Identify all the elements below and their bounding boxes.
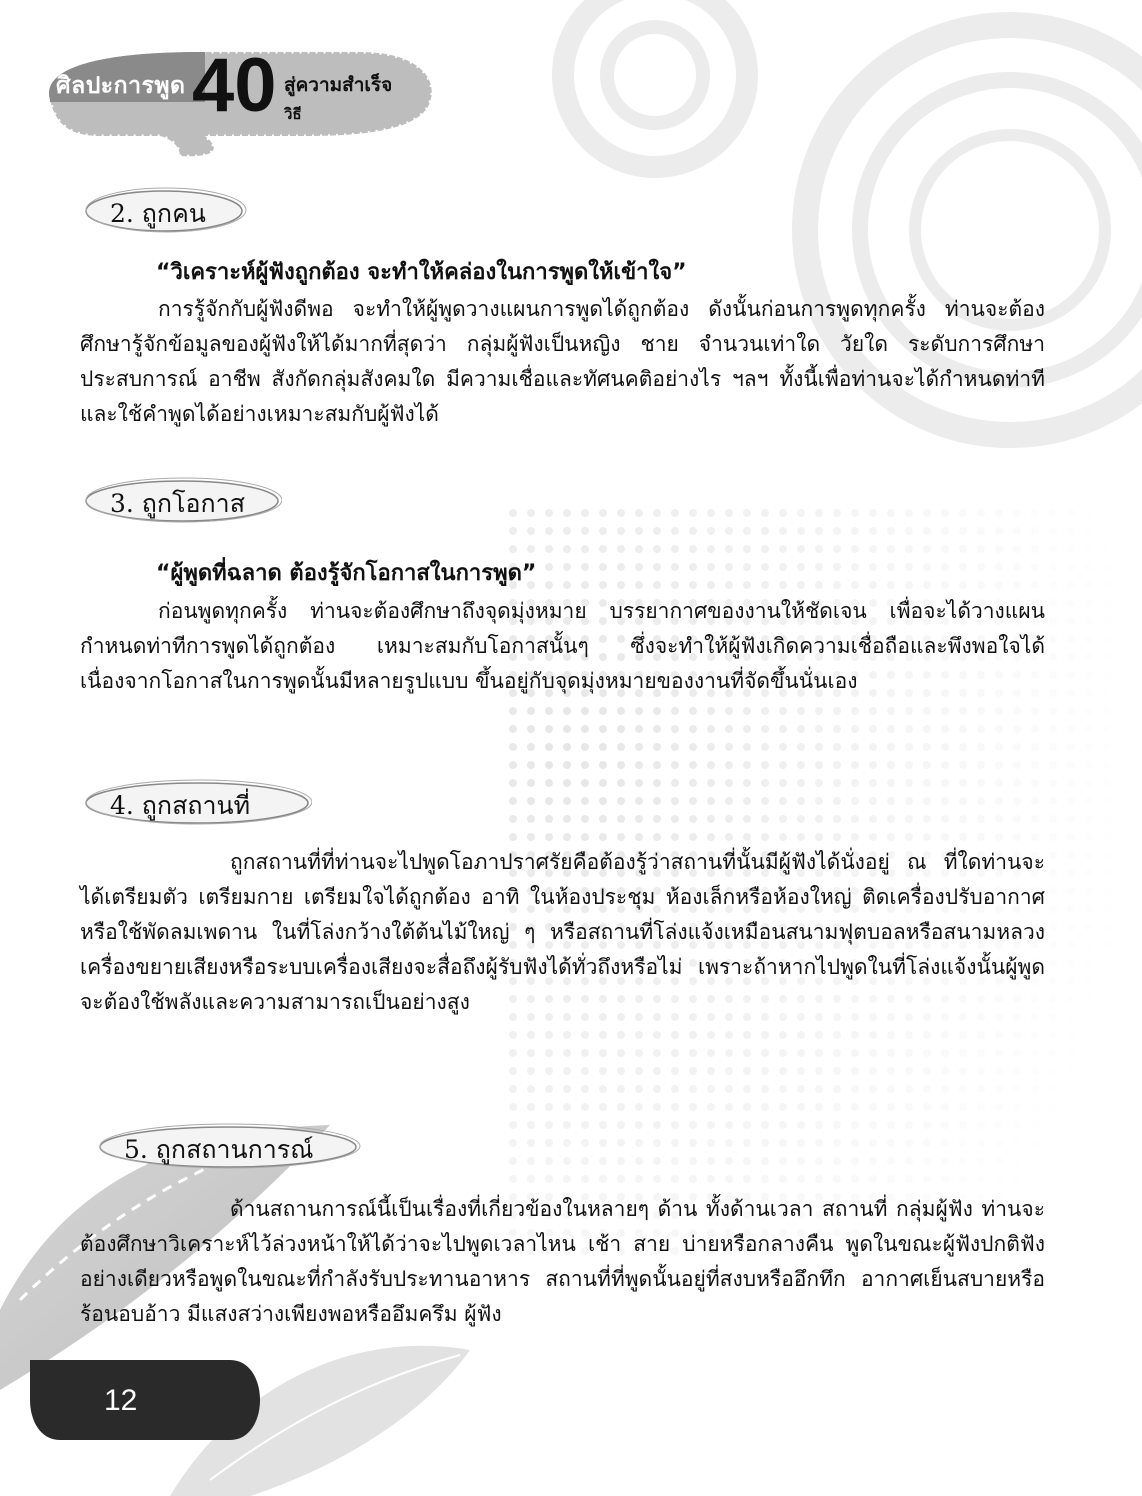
section-heading: 4. ถูกสถานที่ — [110, 791, 251, 820]
section-heading-badge — [96, 1122, 361, 1172]
section-body: ด้านสถานการณ์นี้เป็นเรื่องที่เกี่ยวข้องในหลายๆ ด้าน ทั้งด้านเวลา สถานที่ กลุ่มผู้ฟัง ท่านจะต้องศึกษาวิเคราะห์ไว้ล่วงหน้าให้ได้ว่าจะไปพูดเวลาไหน เช้า สาย บ่ายหรือกลางคืน พูดในขณะผู้ฟังปกติฟังอย่างเดียวหรือพูดในขณะที่กำลังรับประทานอาหาร สถานที่ที่พูดนั้นอยู่ที่สงบหรืออึกทึก อากาศเย็นสบายหรือร้อนอบอ้าว มีแสงสว่างเพียงพอหรืออึมครึม ผู้ฟัง — [80, 1197, 1045, 1326]
section-heading: 3. ถูกโอกาส — [110, 489, 245, 518]
book-header — [30, 40, 440, 160]
header-title-left: ศิลปะการพูด — [56, 73, 186, 99]
header-title-right: สู่ความสำเร็จ — [284, 74, 393, 96]
section-heading-badge — [82, 186, 247, 236]
section-body: ก่อนพูดทุกครั้ง ท่านจะต้องศึกษาถึงจุดมุ่งหมาย บรรยากาศของงานให้ชัดเจน เพื่อจะได้วางแผน กำหนดท่าทีการพูดได้ถูกต้อง เหมาะสมกับโอกาสนั้นๆ ซึ่งจะทำให้ผู้ฟังเกิดความเชื่อถือและพึงพอใจได้ เนื่องจากโอกาสในการพูดนั้นมีหลายรูปแบบ ขึ้นอยู่กับจุดมุ่งหมายของงานที่จัดขึ้นนั่นเอง — [80, 599, 1045, 693]
section-body: การรู้จักกับผู้ฟังดีพอ จะทำให้ผู้พูดวางแผนการพูดได้ถูกต้อง ดังนั้นก่อนการพูดทุกครั้ง ท่านจะต้องศึกษารู้จักข้อมูลของผู้ฟังให้ได้มากที่สุดว่า กลุ่มผู้ฟังเป็นหญิง ชาย จำนวนเท่าใด วัยใด ระดับการศึกษา ประสบการณ์ อาชีพ สังกัดกลุ่มสังคมใด มีความเชื่อและทัศนคติอย่างไร ฯลฯ ทั้งนี้เพื่อท่านจะได้กำหนดท่าทีและใช้คำพูดได้อย่างเหมาะสมกับผู้ฟังได้ — [80, 297, 1045, 426]
section-heading: 5. ถูกสถานการณ์ — [124, 1135, 314, 1164]
section-heading-badge — [82, 778, 312, 828]
page-number: 12 — [104, 1384, 138, 1417]
section-quote: “วิเคราะห์ผู้ฟังถูกต้อง จะทำให้คล่องในการพูดให้เข้าใจ” — [156, 260, 687, 285]
header-subtitle: วิธี — [284, 105, 302, 123]
header-number: 40 — [192, 43, 277, 128]
section-heading-badge — [82, 476, 282, 526]
section-quote: “ผู้พูดที่ฉลาด ต้องรู้จักโอกาสในการพูด” — [156, 561, 537, 586]
page-number-pill — [30, 1360, 260, 1440]
section-body: ถูกสถานที่ที่ท่านจะไปพูดโอภาปราศรัยคือต้องรู้ว่าสถานที่นั้นมีผู้ฟังได้นั่งอยู่ ณ ที่ใดท่านจะได้เตรียมตัว เตรียมกาย เตรียมใจได้ถูกต้อง อาทิ ในห้องประชุม ห้องเล็กหรือห้องใหญ่ ติดเครื่องปรับอากาศหรือใช้พัดลมเพดาน ในที่โล่งกว้างใต้ต้นไม้ใหญ่ ๆ หรือสถานที่โล่งแจ้งเหมือนสนามฟุตบอลหรือสนามหลวง เครื่องขยายเสียงหรือระบบเครื่องเสียงจะสื่อถึงผู้รับฟังได้ทั่วถึงหรือไม่ เพราะถ้าหากไปพูดในที่โล่งแจ้งนั้นผู้พูดจะต้องใช้พลังและความสามารถเป็นอย่างสูง — [80, 850, 1045, 1014]
section-heading: 2. ถูกคน — [110, 199, 206, 228]
